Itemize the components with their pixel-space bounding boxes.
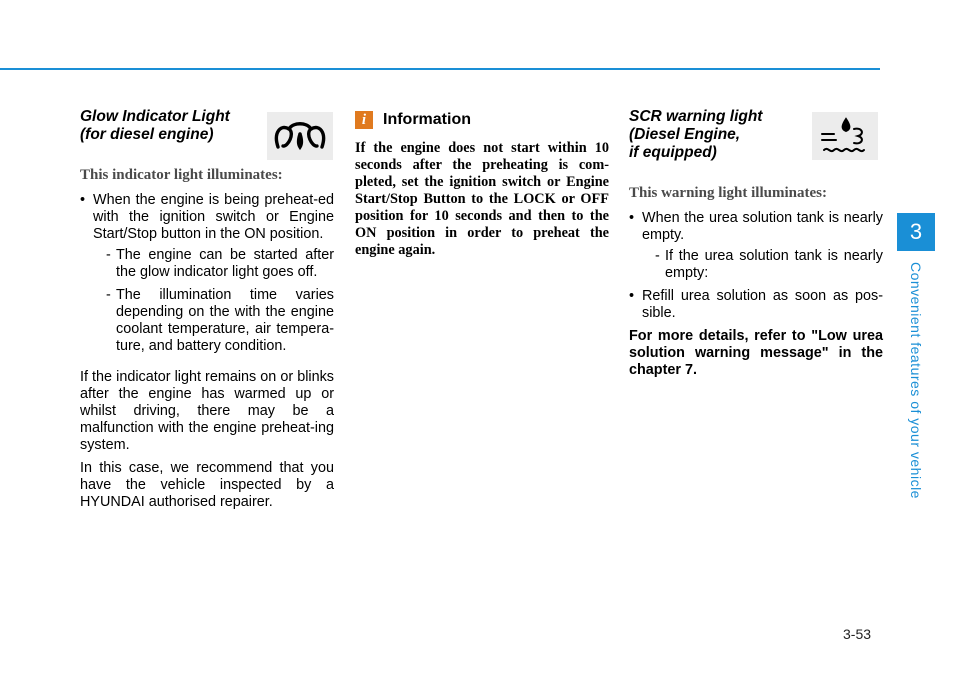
glow-paragraph-2: In this case, we recommend that you have the vehicle inspected by a HYUNDAI authorised repairer. bbox=[80, 460, 334, 510]
list-item: • Refill urea solution as soon as pos-sible. bbox=[629, 288, 883, 322]
glow-paragraph-1: If the indicator light remains on or blinks after the engine has warmed up or whilst driving, there may be a malfunction with the engine preheat-ing system. bbox=[80, 369, 334, 453]
information-title: Information bbox=[383, 111, 471, 128]
glow-indicator-heading: Glow Indicator Light (for diesel engine) bbox=[80, 108, 230, 143]
list-item: - If the urea solution tank is nearly empty: bbox=[655, 248, 883, 281]
information-section bbox=[355, 108, 609, 259]
scr-warning-section bbox=[629, 108, 883, 379]
list-item: - The engine can be started after the glow indicator light goes off. bbox=[106, 247, 334, 280]
scr-subheading: This warning light illuminates: bbox=[629, 185, 827, 201]
list-item: - The illumination time varies depending on the with the engine coolant temperature, air tempera-ture, and battery condition. bbox=[106, 287, 334, 354]
glow-indicator-section bbox=[80, 108, 334, 517]
urea-warning-icon bbox=[812, 112, 878, 160]
glow-plug-icon bbox=[267, 112, 333, 160]
information-body: If the engine does not start within 10 seconds after the preheating is com-pleted, set the ignition switch or Engine Start/Stop Button to the LOCK or OFF position for 10 seconds and then to the ON position in order to preheat the engine again. bbox=[355, 140, 609, 258]
chapter-number-tab: 3 bbox=[897, 213, 935, 251]
info-icon: i bbox=[355, 111, 373, 129]
glow-subheading: This indicator light illuminates: bbox=[80, 167, 283, 183]
information-header bbox=[355, 108, 609, 132]
page-number: 3-53 bbox=[843, 626, 872, 642]
scr-warning-heading: SCR warning light (Diesel Engine, if equipped) bbox=[629, 108, 763, 161]
list-item: • When the urea solution tank is nearly empty. - If the urea solution tank is nearly empty: bbox=[629, 210, 883, 282]
scr-note: For more details, refer to "Low urea solution warning message" in the chapter 7. bbox=[629, 328, 883, 378]
top-rule bbox=[0, 68, 880, 70]
list-item: • When the engine is being preheat-ed with the ignition switch or Engine Start/Stop button in the ON position. - The engine can be started after the glow indicator light goes off. - The illumination time varies depending on the with the engine coolant temperature, air tempera-ture, and battery condition. bbox=[80, 192, 334, 355]
glow-bullet-list bbox=[80, 192, 334, 355]
scr-bullet-list bbox=[629, 210, 883, 322]
